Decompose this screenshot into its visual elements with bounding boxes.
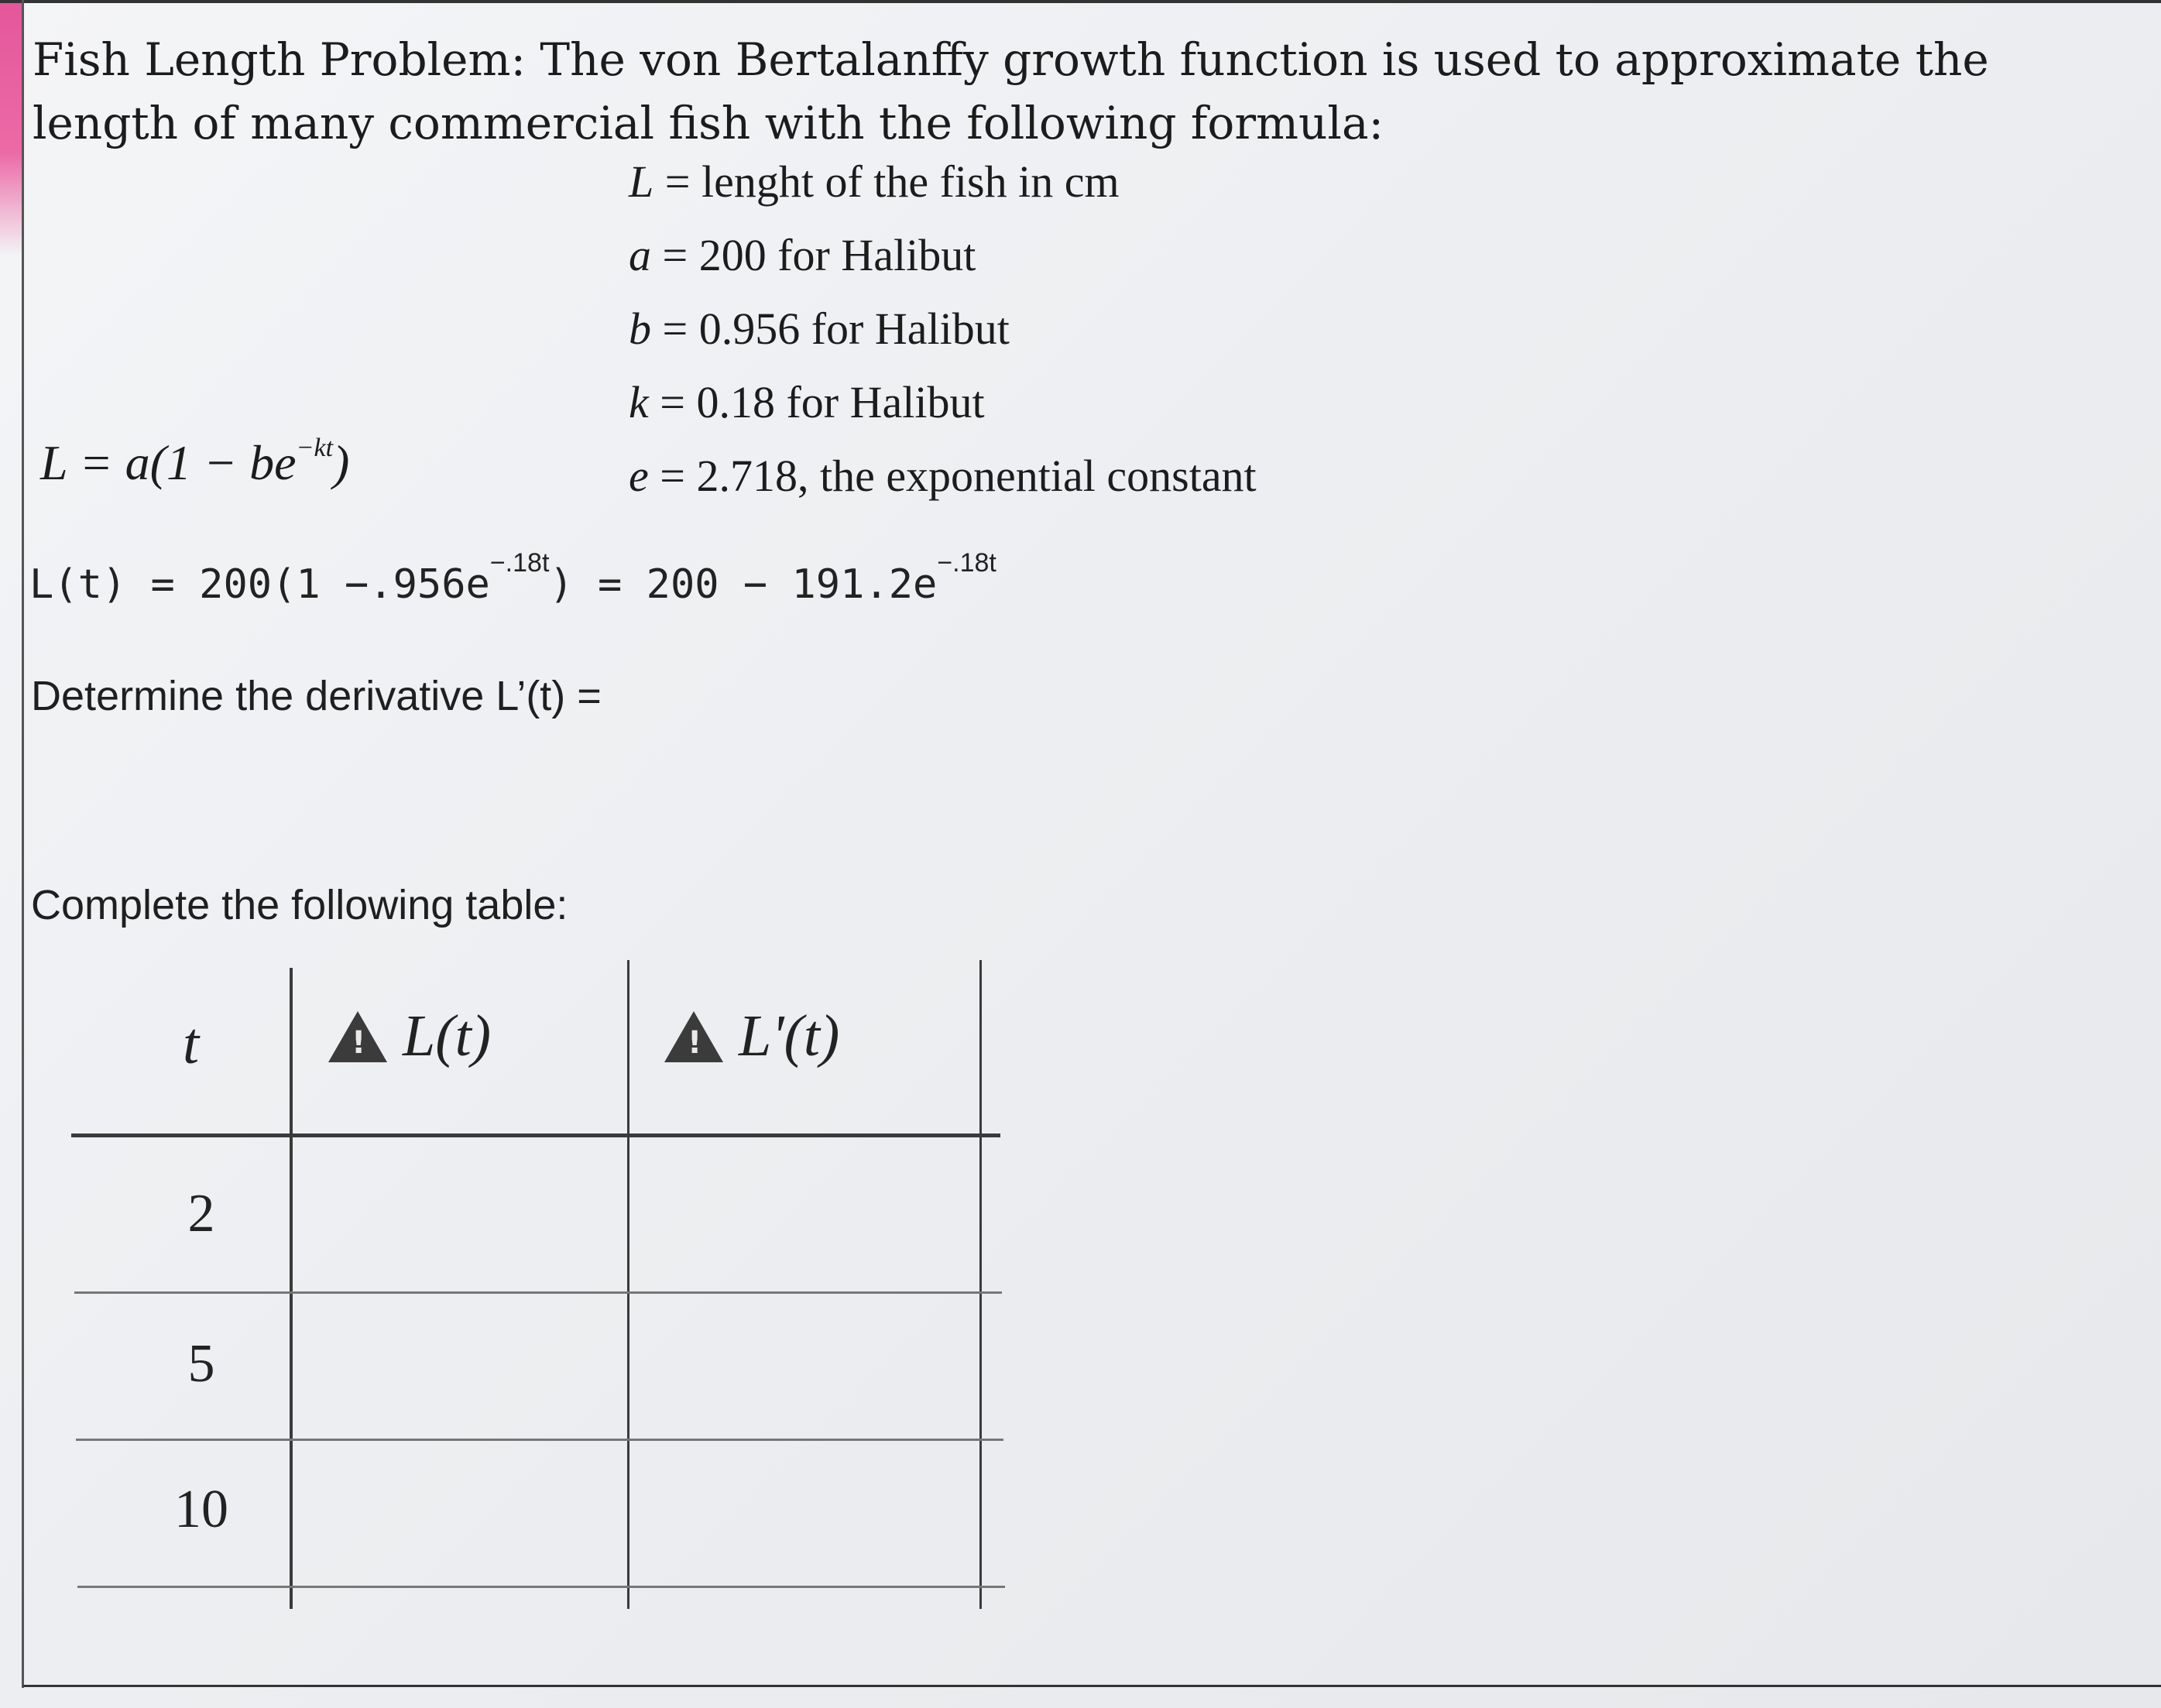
table-divider-2 xyxy=(627,960,629,1609)
header-L: ! L(t) xyxy=(328,1003,491,1070)
warning-icon xyxy=(664,1011,723,1062)
pink-tab-edge xyxy=(0,0,23,256)
table-prompt: Complete the following table: xyxy=(31,882,568,928)
derivative-prompt: Determine the derivative L’(t) = xyxy=(31,673,602,719)
warning-icon xyxy=(328,1011,387,1062)
growth-formula: $L = a(1 - be^{-kt})$ xyxy=(40,434,350,490)
definition-L: L = lenght of the fish in cm xyxy=(629,156,1120,207)
table-cell-t: 10 xyxy=(174,1480,228,1539)
definition-e: e = 2.718, the exponential constant xyxy=(629,451,1257,501)
table-cell-t: 2 xyxy=(187,1184,215,1243)
table-row-rule-2 xyxy=(76,1439,1003,1441)
top-border xyxy=(0,0,2161,3)
table-row-rule-3 xyxy=(77,1586,1005,1588)
table-cell-t: 5 xyxy=(187,1334,215,1394)
definition-b: b = 0.956 for Halibut xyxy=(629,304,1010,354)
left-border xyxy=(22,0,24,1688)
table-row-rule-1 xyxy=(74,1291,1002,1294)
halibut-length-equation: $L(t) = 200(1 -.956e^{-.18t}) = 200 - 191.2e^{-.18t}$ xyxy=(29,548,996,608)
table-divider-1 xyxy=(290,968,293,1609)
header-t: t xyxy=(183,1011,200,1076)
bottom-border xyxy=(23,1685,2161,1687)
problem-title: Fish Length Problem: The von Bertalanffy growth function is used to approximate the length of many commercial fish with the following formula: xyxy=(33,33,1989,149)
table-divider-3 xyxy=(979,960,982,1609)
table-header-rule xyxy=(71,1134,1000,1137)
header-Lprime: ! L'(t) xyxy=(664,1003,839,1070)
definition-k: k = 0.18 for Halibut xyxy=(629,377,985,427)
variable-definitions xyxy=(629,155,1257,523)
definition-a: a = 200 for Halibut xyxy=(629,230,976,280)
